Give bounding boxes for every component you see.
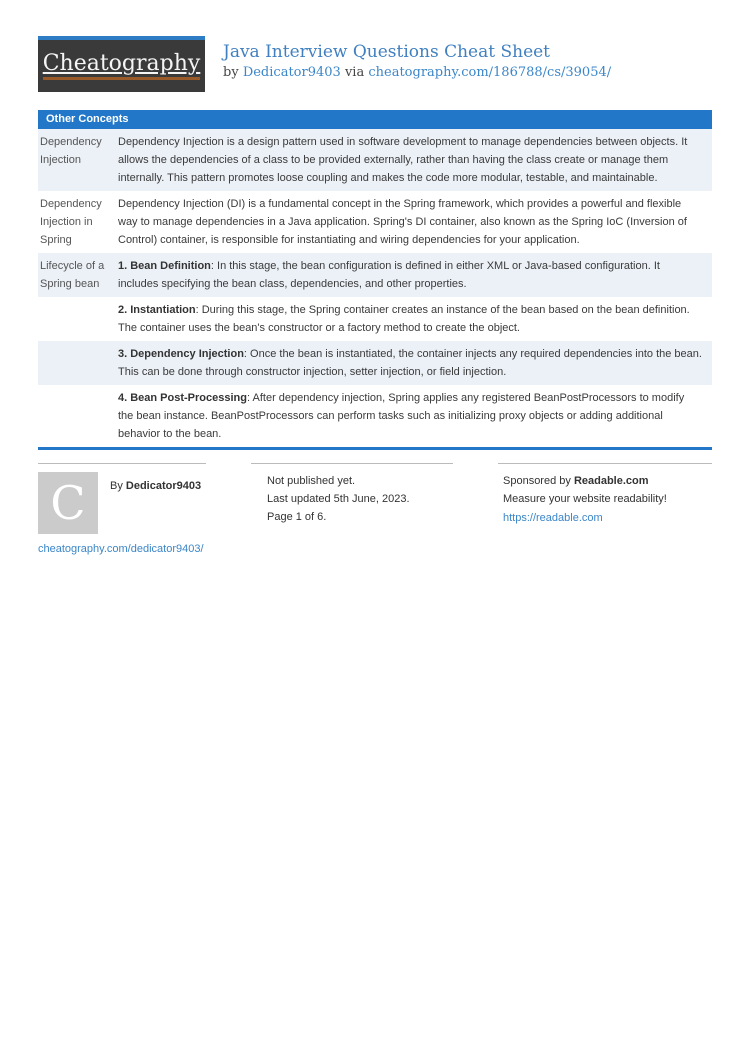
row-text: : Once the bean is instantiated, the container injects any required dependencies into the bean. This can be done through constructor injection, setter injection, or field injection.: [118, 348, 702, 378]
sponsor-prefix: Sponsored by: [503, 475, 574, 487]
table-row: [38, 129, 712, 191]
row-text: Dependency Injection is a design pattern used in software development to manage dependencies between objects. It allows the dependencies of a class to be provided externally, rather than having the class create or manage them internally. This pattern promotes loose coupling and makes the code more modular, testable, and maintainable.: [118, 136, 688, 184]
footer-status-column: [251, 463, 453, 558]
page-title: Java Interview Questions Cheat Sheet: [223, 42, 551, 62]
row-label: [38, 385, 116, 447]
row-content: [116, 129, 712, 191]
table-row: [38, 341, 712, 385]
table-row: [38, 191, 712, 253]
row-content: [116, 297, 712, 341]
cheatography-c-logo[interactable]: [38, 472, 98, 534]
footer: [38, 463, 712, 558]
footer-sponsor-column: [498, 463, 712, 558]
row-bold-term: 4. Bean Post-Processing: [118, 392, 247, 404]
row-label: Dependency Injection in Spring: [40, 198, 102, 246]
byline: [223, 64, 611, 81]
sheet-url-link[interactable]: cheatography.com/186788/cs/39054/: [368, 65, 612, 80]
sponsor-name: Readable.com: [573, 475, 649, 487]
sponsor-line: [503, 472, 712, 490]
row-bold-term: 1. Bean Definition: [118, 260, 211, 272]
footer-author-name: Dedicator9403: [125, 480, 202, 492]
table-row: [38, 297, 712, 341]
masthead: [38, 36, 712, 92]
sponsor-tagline: Measure your website readability!: [503, 493, 667, 505]
cheatography-logo[interactable]: [38, 36, 205, 92]
byline-prefix: by: [223, 65, 239, 80]
row-label: Lifecycle of a Spring bean: [40, 260, 105, 290]
title-block: [223, 36, 611, 81]
sponsor-url-link[interactable]: https://readable.com: [503, 512, 603, 524]
row-text: : After dependency injection, Spring applies any registered BeanPostProcessors to modify the bean instance. BeanPostProcessors can perform tasks such as initializing proxy objects or adding additional behavior to the bean.: [118, 392, 685, 440]
c-logo-letter: C: [50, 476, 86, 530]
publish-status: Not published yet.: [267, 475, 356, 487]
row-text: : In this stage, the bean configuration is defined in either XML or Java-based configuration. It includes specifying the bean class, dependencies, and other properties.: [118, 260, 660, 290]
page-number: Page 1 of 6.: [267, 511, 327, 523]
row-label: [38, 297, 116, 341]
row-content: [116, 341, 712, 385]
row-bold-term: 2. Instantiation: [118, 304, 196, 316]
row-bold-term: 3. Dependency Injection: [118, 348, 244, 360]
row-text: Dependency Injection (DI) is a fundamental concept in the Spring framework, which provides a powerful and flexible way to manage dependencies in a Java application. Spring's DI container, also known as the Spring IoC (Inversion of Control) container, is responsible for instantiating and wiring dependencies for your application.: [118, 198, 687, 246]
row-text: : During this stage, the Spring container creates an instance of the bean based on the bean definition. The container uses the bean's constructor or a factory method to create the object.: [118, 304, 690, 334]
footer-byline: [110, 479, 201, 534]
row-label: [38, 341, 116, 385]
row-label: Dependency Injection: [40, 136, 102, 166]
footer-by-prefix: By: [110, 480, 126, 492]
row-content: [116, 385, 712, 447]
footer-author-column: [38, 463, 206, 558]
concepts-card: [38, 110, 712, 450]
row-content: [116, 253, 712, 297]
row-content: [116, 191, 712, 253]
table-row: [38, 385, 712, 447]
table-row: [38, 253, 712, 297]
last-updated: Last updated 5th June, 2023.: [267, 493, 410, 505]
card-header: Other Concepts: [38, 110, 712, 129]
author-link[interactable]: Dedicator9403: [242, 65, 341, 80]
profile-url-link[interactable]: cheatography.com/dedicator9403/: [38, 543, 204, 555]
cheatography-logo-text: Cheatography: [43, 52, 201, 80]
via-word: via: [344, 65, 365, 80]
